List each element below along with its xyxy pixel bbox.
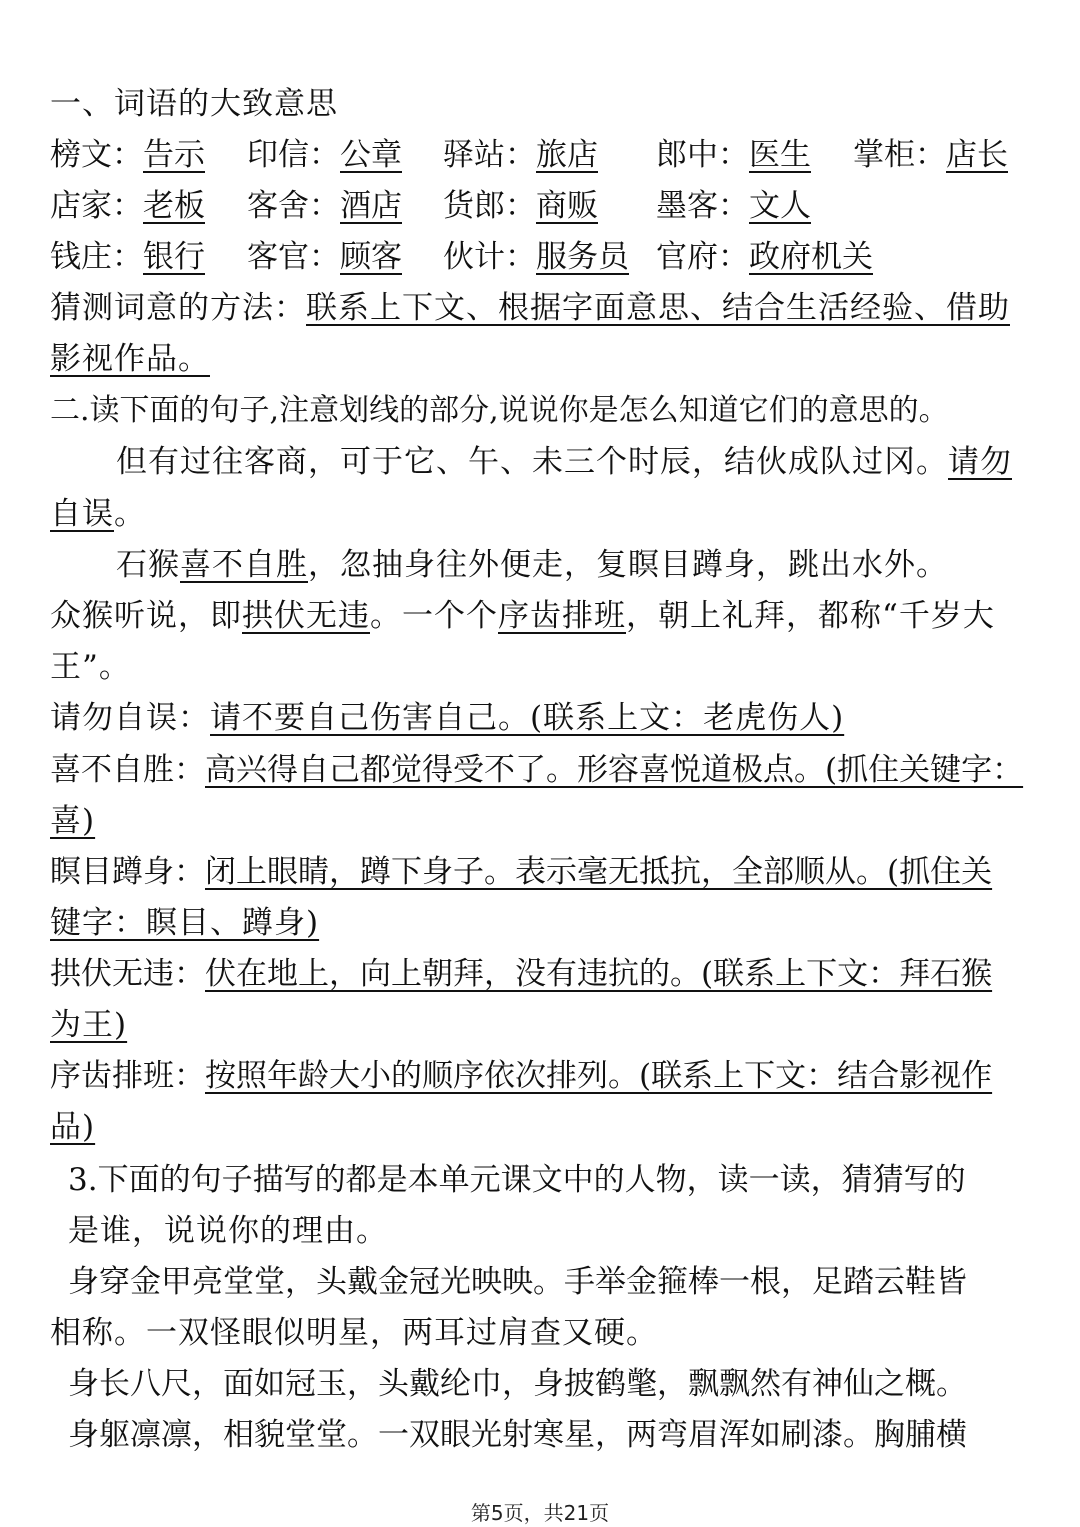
vocab-item — [247, 186, 402, 226]
sentence-3-text: 众猴听说，即 — [50, 598, 242, 634]
answer-3-text: 闭上眼睛，蹲下身子。表示毫无抵抗，全部顺从。(抓住关 — [205, 854, 993, 890]
answer-1 — [50, 698, 844, 738]
answer-4-label: 拱伏无违： — [50, 956, 205, 992]
sentence-3-cont: 王”。 — [50, 649, 131, 685]
sentence-1 — [116, 442, 1012, 482]
answer-2-text: 高兴得自己都觉得受不了。形容喜悦道极点。(抓住关键字： — [205, 752, 1024, 788]
vocab-item — [247, 237, 402, 277]
vocab-colon: ： — [505, 137, 536, 173]
vocab-colon: ： — [112, 137, 143, 173]
sentence-3-underline-1: 拱伏无违 — [242, 598, 370, 634]
vocab-item — [50, 237, 205, 277]
vocab-meaning: 商贩 — [536, 188, 598, 224]
sentence-1-underline-2: 自误 — [50, 496, 114, 532]
method-text: 联系上下文、根据字面意思、结合生活经验、借助 — [306, 290, 1010, 326]
sentence-2-text: 石猴 — [116, 547, 180, 583]
answer-2 — [50, 750, 1023, 790]
vocab-item — [656, 186, 811, 226]
answer-4 — [50, 954, 992, 994]
vocab-colon: ： — [112, 239, 143, 275]
sentence-1-text: 但有过往客商，可于它、午、未三个时辰，结伙成队过冈。 — [116, 444, 948, 480]
vocab-term: 伙计 — [443, 239, 505, 275]
sentence-1-end: 。 — [114, 496, 146, 532]
vocab-item — [50, 135, 205, 175]
vocab-colon: ： — [112, 188, 143, 224]
passage-1-cont: 相称。一双怪眼似明星，两耳过肩查又硬。 — [50, 1315, 658, 1351]
vocab-meaning: 银行 — [143, 239, 205, 275]
answer-3-text-2: 键字：瞑目、蹲身) — [50, 905, 320, 941]
page-footer: 第5页，共21页 — [470, 1501, 610, 1525]
vocab-item — [656, 237, 873, 277]
method-label: 猜测词意的方法： — [50, 290, 306, 326]
answer-3-cont — [50, 903, 319, 943]
method-line — [50, 288, 1010, 328]
section3-title: 3.下面的句子描写的都是本单元课文中的人物，读一读，猜猜写的 — [68, 1162, 966, 1198]
vocab-term: 墨客 — [656, 188, 718, 224]
vocab-meaning: 店长 — [946, 137, 1008, 173]
vocab-item — [247, 135, 402, 175]
vocab-colon: ： — [309, 239, 340, 275]
answer-5-text-2: 品) — [50, 1109, 96, 1145]
sentence-3-post: ，朝上礼拜，都称“千岁大 — [626, 598, 995, 634]
passage-2: 身长八尺，面如冠玉，头戴纶巾，身披鹤氅，飘飘然有神仙之概。 — [68, 1366, 967, 1402]
vocab-item — [443, 237, 629, 277]
vocab-colon: ： — [915, 137, 946, 173]
vocab-colon: ： — [505, 239, 536, 275]
vocab-colon: ： — [505, 188, 536, 224]
vocab-item — [50, 186, 205, 226]
vocab-colon: ： — [309, 137, 340, 173]
vocab-term: 客官 — [247, 239, 309, 275]
vocab-term: 掌柜 — [853, 137, 915, 173]
vocab-colon: ： — [309, 188, 340, 224]
answer-3-label: 瞑目蹲身： — [50, 854, 205, 890]
passage-3: 身躯凛凛，相貌堂堂。一双眼光射寒星，两弯眉浑如刷漆。胸脯横 — [68, 1417, 967, 1453]
answer-2-label: 喜不自胜： — [50, 752, 205, 788]
sentence-2-end: ，跳出水外。 — [756, 547, 948, 583]
vocab-term: 驿站 — [443, 137, 505, 173]
answer-5 — [50, 1056, 992, 1096]
vocab-term: 钱庄 — [50, 239, 112, 275]
vocab-meaning: 告示 — [143, 137, 205, 173]
vocab-term: 榜文 — [50, 137, 112, 173]
vocab-term: 货郎 — [443, 188, 505, 224]
sentence-1-underline: 请勿 — [948, 444, 1012, 480]
vocab-term: 印信 — [247, 137, 309, 173]
vocab-meaning: 旅店 — [536, 137, 598, 173]
sentence-2-text-2: ，忽抽身往外便走，复 — [308, 547, 628, 583]
sentence-1-cont — [50, 494, 146, 534]
sentence-2-underline: 喜不自胜 — [180, 547, 308, 583]
section1-title: 一、词语的大致意思 — [50, 86, 338, 122]
vocab-meaning: 文人 — [749, 188, 811, 224]
vocab-term: 官府 — [656, 239, 718, 275]
answer-4-text-2: 为王) — [50, 1007, 128, 1043]
vocab-item — [656, 135, 811, 175]
answer-3 — [50, 852, 992, 892]
section3-title-2: 是谁，说说你的理由。 — [68, 1213, 388, 1249]
answer-5-text: 按照年龄大小的顺序依次排列。(联系上下文：结合影视作 — [205, 1058, 993, 1094]
vocab-meaning: 医生 — [749, 137, 811, 173]
vocab-colon: ： — [718, 188, 749, 224]
vocab-item — [443, 135, 598, 175]
vocab-term: 郎中 — [656, 137, 718, 173]
vocab-term: 店家 — [50, 188, 112, 224]
vocab-item — [853, 135, 1008, 175]
answer-1-text: 请不要自己伤害自己。(联系上文：老虎伤人) — [210, 700, 845, 736]
answer-1-label: 请勿自误： — [50, 700, 210, 736]
answer-5-cont — [50, 1107, 95, 1147]
vocab-colon: ： — [718, 137, 749, 173]
sentence-2-text-3: 瞑目蹲身 — [628, 547, 756, 583]
sentence-2 — [116, 545, 948, 585]
vocab-colon: ： — [718, 239, 749, 275]
vocab-term: 客舍 — [247, 188, 309, 224]
answer-2-cont — [50, 801, 95, 841]
method-text-2: 影视作品。 — [50, 341, 210, 377]
vocab-item — [443, 186, 598, 226]
vocab-meaning: 公章 — [340, 137, 402, 173]
passage-1: 身穿金甲亮堂堂，头戴金冠光映映。手举金箍棒一根，足踏云鞋皆 — [68, 1264, 967, 1300]
vocab-meaning: 服务员 — [536, 239, 629, 275]
answer-2-text-2: 喜) — [50, 803, 96, 839]
sentence-3-underline-2: 序齿排班 — [498, 598, 626, 634]
section2-title: 二.读下面的句子,注意划线的部分,说说你是怎么知道它们的意思的。 — [50, 393, 949, 428]
sentence-3 — [50, 596, 995, 636]
vocab-meaning: 顾客 — [340, 239, 402, 275]
sentence-3-mid: 。一个个 — [370, 598, 498, 634]
answer-4-cont — [50, 1005, 127, 1045]
answer-4-text: 伏在地上，向上朝拜，没有违抗的。(联系上下文：拜石猴 — [205, 956, 993, 992]
method-line-2 — [50, 339, 210, 379]
vocab-meaning: 老板 — [143, 188, 205, 224]
vocab-meaning: 酒店 — [340, 188, 402, 224]
vocab-meaning: 政府机关 — [749, 239, 873, 275]
answer-5-label: 序齿排班： — [50, 1058, 205, 1094]
